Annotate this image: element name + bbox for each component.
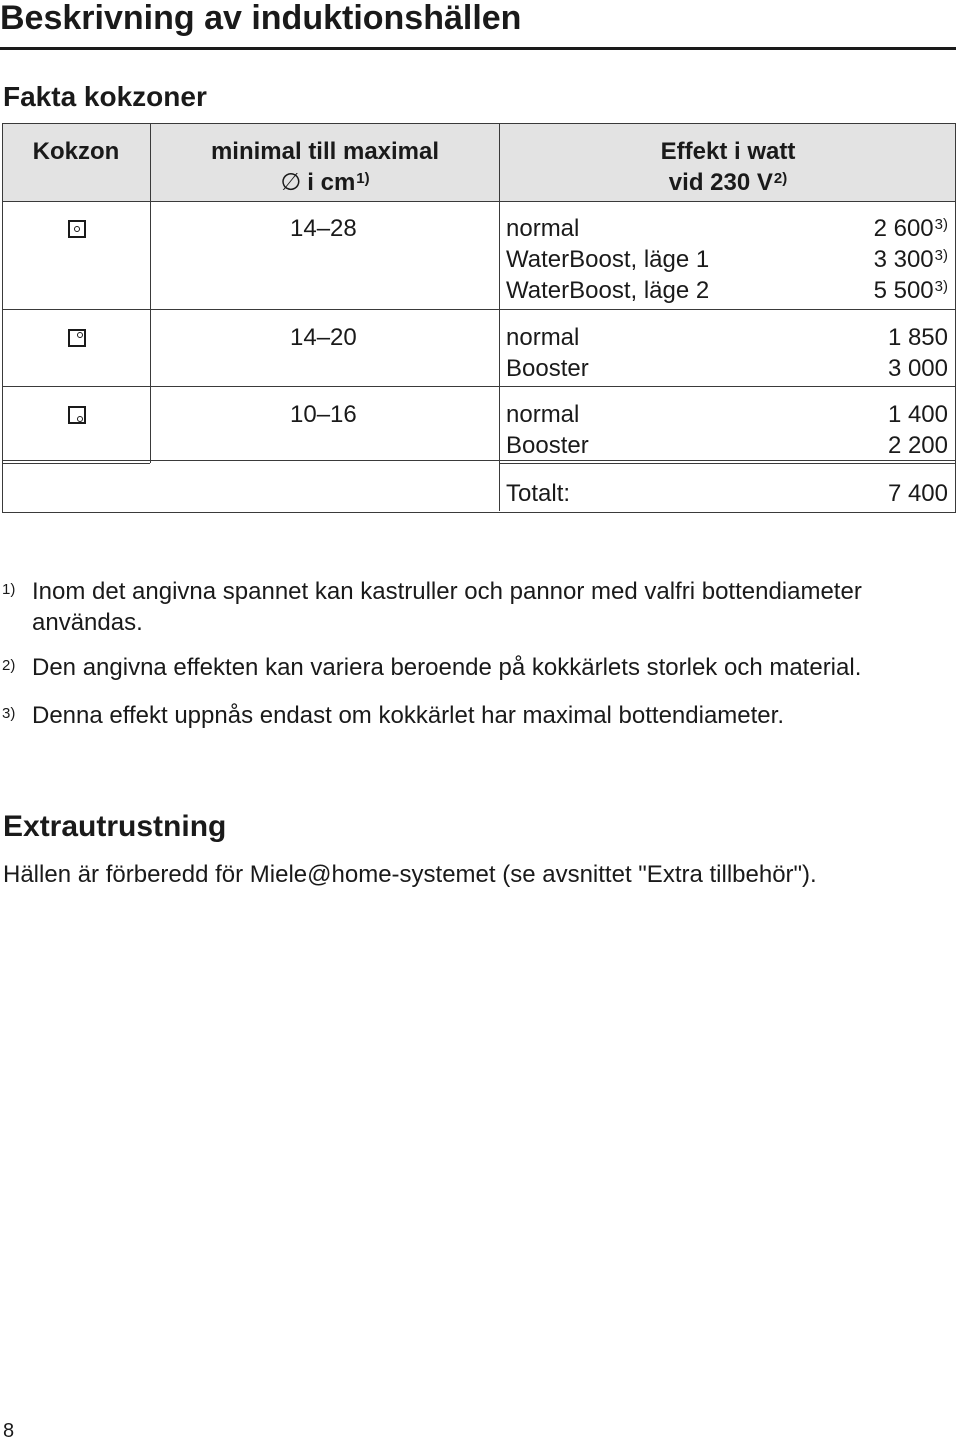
- row3-mode-2: Booster: [506, 432, 589, 459]
- header-diameter-line1: minimal till maximal: [210, 138, 440, 165]
- row2-watt-2: 3 000: [887, 355, 948, 382]
- total-divider-left: [2, 463, 150, 464]
- header-power-line2: [500, 167, 956, 198]
- extra-section-text: Hällen är förberedd för Miele@home-systemet (se avsnittet "Extra tillbehör").: [3, 861, 817, 888]
- extra-section-title: Extrautrustning: [3, 810, 227, 843]
- header-power-line1: Effekt i watt: [660, 138, 796, 165]
- footnote-ref: 1): [356, 170, 370, 187]
- row2-watt-1: 1 850: [887, 324, 948, 351]
- header-power: [500, 136, 956, 198]
- row-divider: [2, 309, 956, 310]
- footnote-1: [0, 576, 950, 638]
- footnote-text: Inom det angivna spannet kan kastruller och pannor med valfri bottendiameter användas.: [32, 578, 862, 636]
- row-divider: [2, 386, 956, 387]
- row3-diameter: 10–16: [290, 401, 357, 428]
- footnote-3: [0, 700, 950, 731]
- zone-center-dot-icon: [68, 220, 86, 238]
- row1-diameter: 14–28: [290, 215, 357, 242]
- footnote-text: Denna effekt uppnås endast om kokkärlet har maximal bottendiameter.: [32, 702, 784, 729]
- row2-diameter: 14–20: [290, 324, 357, 351]
- row1-mode-1: normal: [506, 215, 580, 242]
- total-value: 7 400: [887, 480, 948, 507]
- total-divider: [499, 463, 956, 464]
- footnote-text: Den angivna effekten kan variera beroende på kokkärlets storlek och material.: [32, 654, 862, 681]
- diameter-icon: ∅: [280, 169, 302, 196]
- footnote-mark: 2): [2, 657, 16, 674]
- row1-watt-3: 5 500$^{3)}$: [873, 277, 948, 304]
- row3-mode-1: normal: [506, 401, 580, 428]
- footnote-ref: 2): [773, 170, 788, 187]
- zone-bottom-right-dot-icon: [68, 406, 86, 424]
- row1-mode-3: WaterBoost, läge 2: [506, 277, 710, 304]
- header-diameter-unit: i cm: [307, 169, 356, 196]
- row2-mode-2: Booster: [506, 355, 589, 382]
- row1-mode-2: WaterBoost, läge 1: [506, 246, 710, 273]
- title-divider: [0, 47, 956, 50]
- section-title: Fakta kokzoner: [3, 81, 207, 112]
- footnote-2: [0, 652, 950, 683]
- row3-watt-1: 1 400: [887, 401, 948, 428]
- header-power-voltage: vid 230 V: [668, 169, 773, 196]
- header-divider: [2, 201, 956, 202]
- row2-mode-1: normal: [506, 324, 580, 351]
- row1-watt-2: 3 300$^{3)}$: [873, 246, 948, 273]
- cooking-zones-table: [2, 123, 956, 513]
- footnote-mark: 3): [2, 705, 16, 722]
- zone-top-right-dot-icon: [68, 329, 86, 347]
- total-label: Totalt:: [506, 480, 571, 507]
- header-diameter-line2: [151, 167, 499, 198]
- header-kokzon: Kokzon: [32, 138, 120, 165]
- row1-watt-1: 2 600$^{3)}$: [873, 215, 948, 242]
- row3-watt-2: 2 200: [887, 432, 948, 459]
- page-number: 8: [3, 1420, 15, 1442]
- page-title: Beskrivning av induktionshällen: [0, 0, 522, 37]
- footnote-mark: 1): [2, 581, 16, 598]
- header-diameter: [151, 136, 499, 198]
